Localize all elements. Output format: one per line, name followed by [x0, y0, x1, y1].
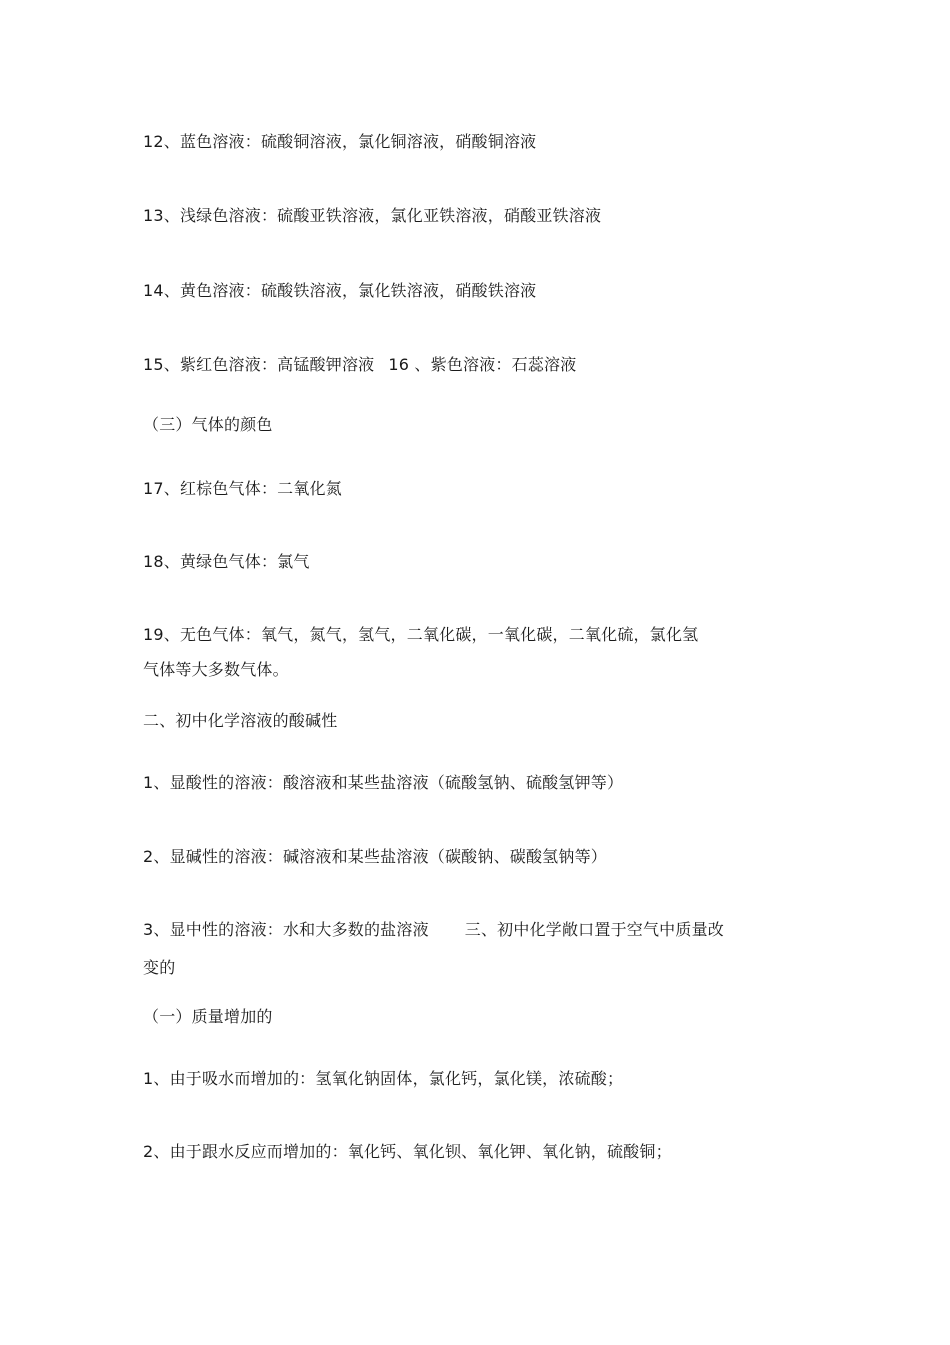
section-heading-mass-change-continuation: 变的 — [143, 958, 176, 977]
text-line-15-16 — [143, 353, 576, 377]
section-heading-gas-colors: （三）气体的颜色 — [143, 415, 273, 434]
text-line-12-blue-solutions: 12、蓝色溶液：硫酸铜溶液，氯化铜溶液，硝酸铜溶液 — [143, 132, 537, 151]
text-line-basic-solutions: 2、显碱性的溶液：碱溶液和某些盐溶液（碳酸钠、碳酸氢钠等） — [143, 847, 607, 866]
text-line-increase-by-absorbing-water: 1、由于吸水而增加的：氢氧化钠固体，氯化钙，氯化镁，浓硫酸； — [143, 1069, 624, 1088]
section-heading-acidity: 二、初中化学溶液的酸碱性 — [143, 711, 338, 730]
text-line-neutral-solutions: 3、显中性的溶液：水和大多数的盐溶液 — [143, 920, 429, 939]
section-heading-mass-increase: （一）质量增加的 — [143, 1007, 273, 1026]
text-line-14-yellow-solutions: 14、黄色溶液：硫酸铁溶液，氯化铁溶液，硝酸铁溶液 — [143, 281, 537, 300]
text-line-19-continuation: 气体等大多数气体。 — [143, 660, 289, 679]
section-heading-mass-change: 三、初中化学敞口置于空气中质量改 — [464, 920, 724, 939]
text-line-17-red-brown-gas: 17、红棕色气体：二氧化氮 — [143, 479, 342, 498]
text-line-neutral-and-section-3 — [143, 918, 724, 942]
text-line-increase-by-reacting-with-water: 2、由于跟水反应而增加的：氧化钙、氧化钡、氧化钾、氧化钠，硫酸铜； — [143, 1142, 672, 1161]
text-line-18-yellow-green-gas: 18、黄绿色气体：氯气 — [143, 552, 310, 571]
text-line-19-colorless-gases: 19、无色气体：氧气，氮气，氢气，二氧化碳，一氧化碳，二氧化硫，氯化氢 — [143, 625, 699, 644]
text-line-16-purple-solution: 16 、紫色溶液：石蕊溶液 — [388, 355, 577, 374]
text-line-acidic-solutions: 1、显酸性的溶液：酸溶液和某些盐溶液（硫酸氢钠、硫酸氢钾等） — [143, 773, 624, 792]
text-line-15-purple-red-solution: 15、紫红色溶液：高锰酸钾溶液 — [143, 355, 375, 374]
text-line-13-light-green-solutions: 13、浅绿色溶液：硫酸亚铁溶液，氯化亚铁溶液，硝酸亚铁溶液 — [143, 206, 602, 225]
